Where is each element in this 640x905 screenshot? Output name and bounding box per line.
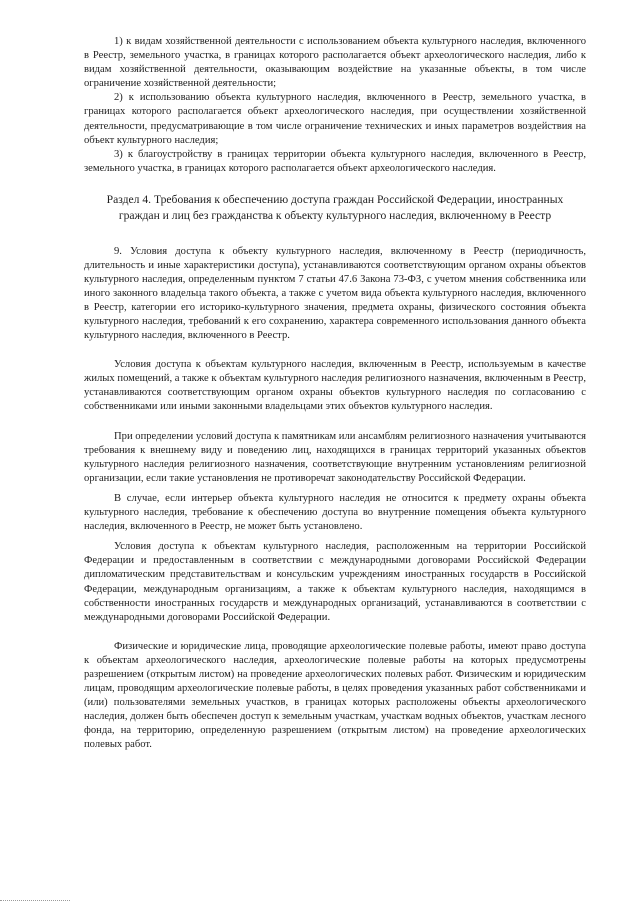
section-4-heading: Раздел 4. Требования к обеспечению доступа граждан Российской Федерации, иностранных граждан и лиц без гражданства к объекту культурного наследия, включенному в Реестр bbox=[106, 192, 564, 223]
paragraph-9: 9. Условия доступа к объекту культурного наследия, включенному в Реестр (периодичность, длительность и иные характеристики доступа), устанавливаются соответствующим органом охраны объектов культурного наследия, определенным пунктом 7 статьи 47.6 Закона 73-ФЗ, с учетом мнения собственника или иного законного владельца такого объекта, а также с учетом вида объекта культурного наследия, включенного в Реестр, категории его историко-культурного значения, предмета охраны, физического состояния объекта культурного наследия, требований к его сохранению, характера современного использования данного объекта культурного наследия, включенного в Реестр. bbox=[84, 245, 586, 342]
page-edge-mark bbox=[0, 900, 70, 901]
paragraph-diplomatic: Условия доступа к объектам культурного наследия, расположенным на территории Российской Федерации и предоставленным в соответствии с международными договорами Российской Федерации дипломатическим представительствам и консульским учреждениям иностранных государств в Российской Федерации, международным организациям, а также к объектам культурного наследия, находящимся в собственности иностранных государств и международных организаций, устанавливаются в соответствии с международными договорами Российской Федерации. bbox=[84, 541, 586, 623]
paragraph-archaeology: Физические и юридические лица, проводящие археологические полевые работы, имеют право доступа к объектам археологического наследия, археологические полевые работы на которых предусмотрены разрешением (открытым листом) на проведение археологических полевых работ. Физическим и юридическим лицам, проводящим археологические полевые работы, в целях проведения указанных работ собственниками и (или) пользователями земельных участков, в границах которых расположены объекты археологического наследия, должен быть обеспечен доступ к земельным участкам, участкам водных объектов, участкам лесного фонда, на территорию, определенную разрешением (открытым листом) на проведение археологических полевых работ. bbox=[84, 640, 586, 751]
paragraph-residential-access: Условия доступа к объектам культурного наследия, включенным в Реестр, используемым в качестве жилых помещений, а также к объектам культурного наследия религиозного назначения, включенным в Реестр, устанавливаются соответствующим органом охраны объектов культурного наследия по согласованию с собственниками или иными законными владельцами этих объектов культурного наследия. bbox=[84, 359, 586, 413]
list-item-3: 3) к благоустройству в границах территории объекта культурного наследия, включенного в Реестр, земельного участка, в границах которого располагается объект археологического наследия. bbox=[84, 148, 586, 174]
list-item-1: 1) к видам хозяйственной деятельности с использованием объекта культурного наследия, включенного в Реестр, земельного участка, в границах которого располагается объект археологического наследия, либо к видам хозяйственной деятельности, оказывающим воздействие на указанные объекты, в том числе ограничение хозяйственной деятельности; bbox=[84, 36, 586, 90]
document-body bbox=[84, 35, 586, 753]
paragraph-religious-monuments: При определении условий доступа к памятникам или ансамблям религиозного назначения учитываются требования к внешнему виду и поведению лиц, находящихся в границах территорий указанных объектов культурного наследия религиозного назначения, соответствующие внутренним установлениям религиозной организации, если такие установления не противоречат законодательству Российской Федерации. bbox=[84, 430, 586, 484]
list-item-2: 2) к использованию объекта культурного наследия, включенного в Реестр, земельного участка, в границах которого располагается объект археологического наследия, при осуществлении хозяйственной деятельности, предусматривающие в том числе ограничение технических и иных параметров воздействия на объект культурного наследия; bbox=[84, 92, 586, 146]
paragraph-interior: В случае, если интерьер объекта культурного наследия не относится к предмету охраны объекта культурного наследия, требование к обеспечению доступа во внутренние помещения объекта культурного наследия, включенного в Реестр, не может быть установлено. bbox=[84, 492, 586, 533]
